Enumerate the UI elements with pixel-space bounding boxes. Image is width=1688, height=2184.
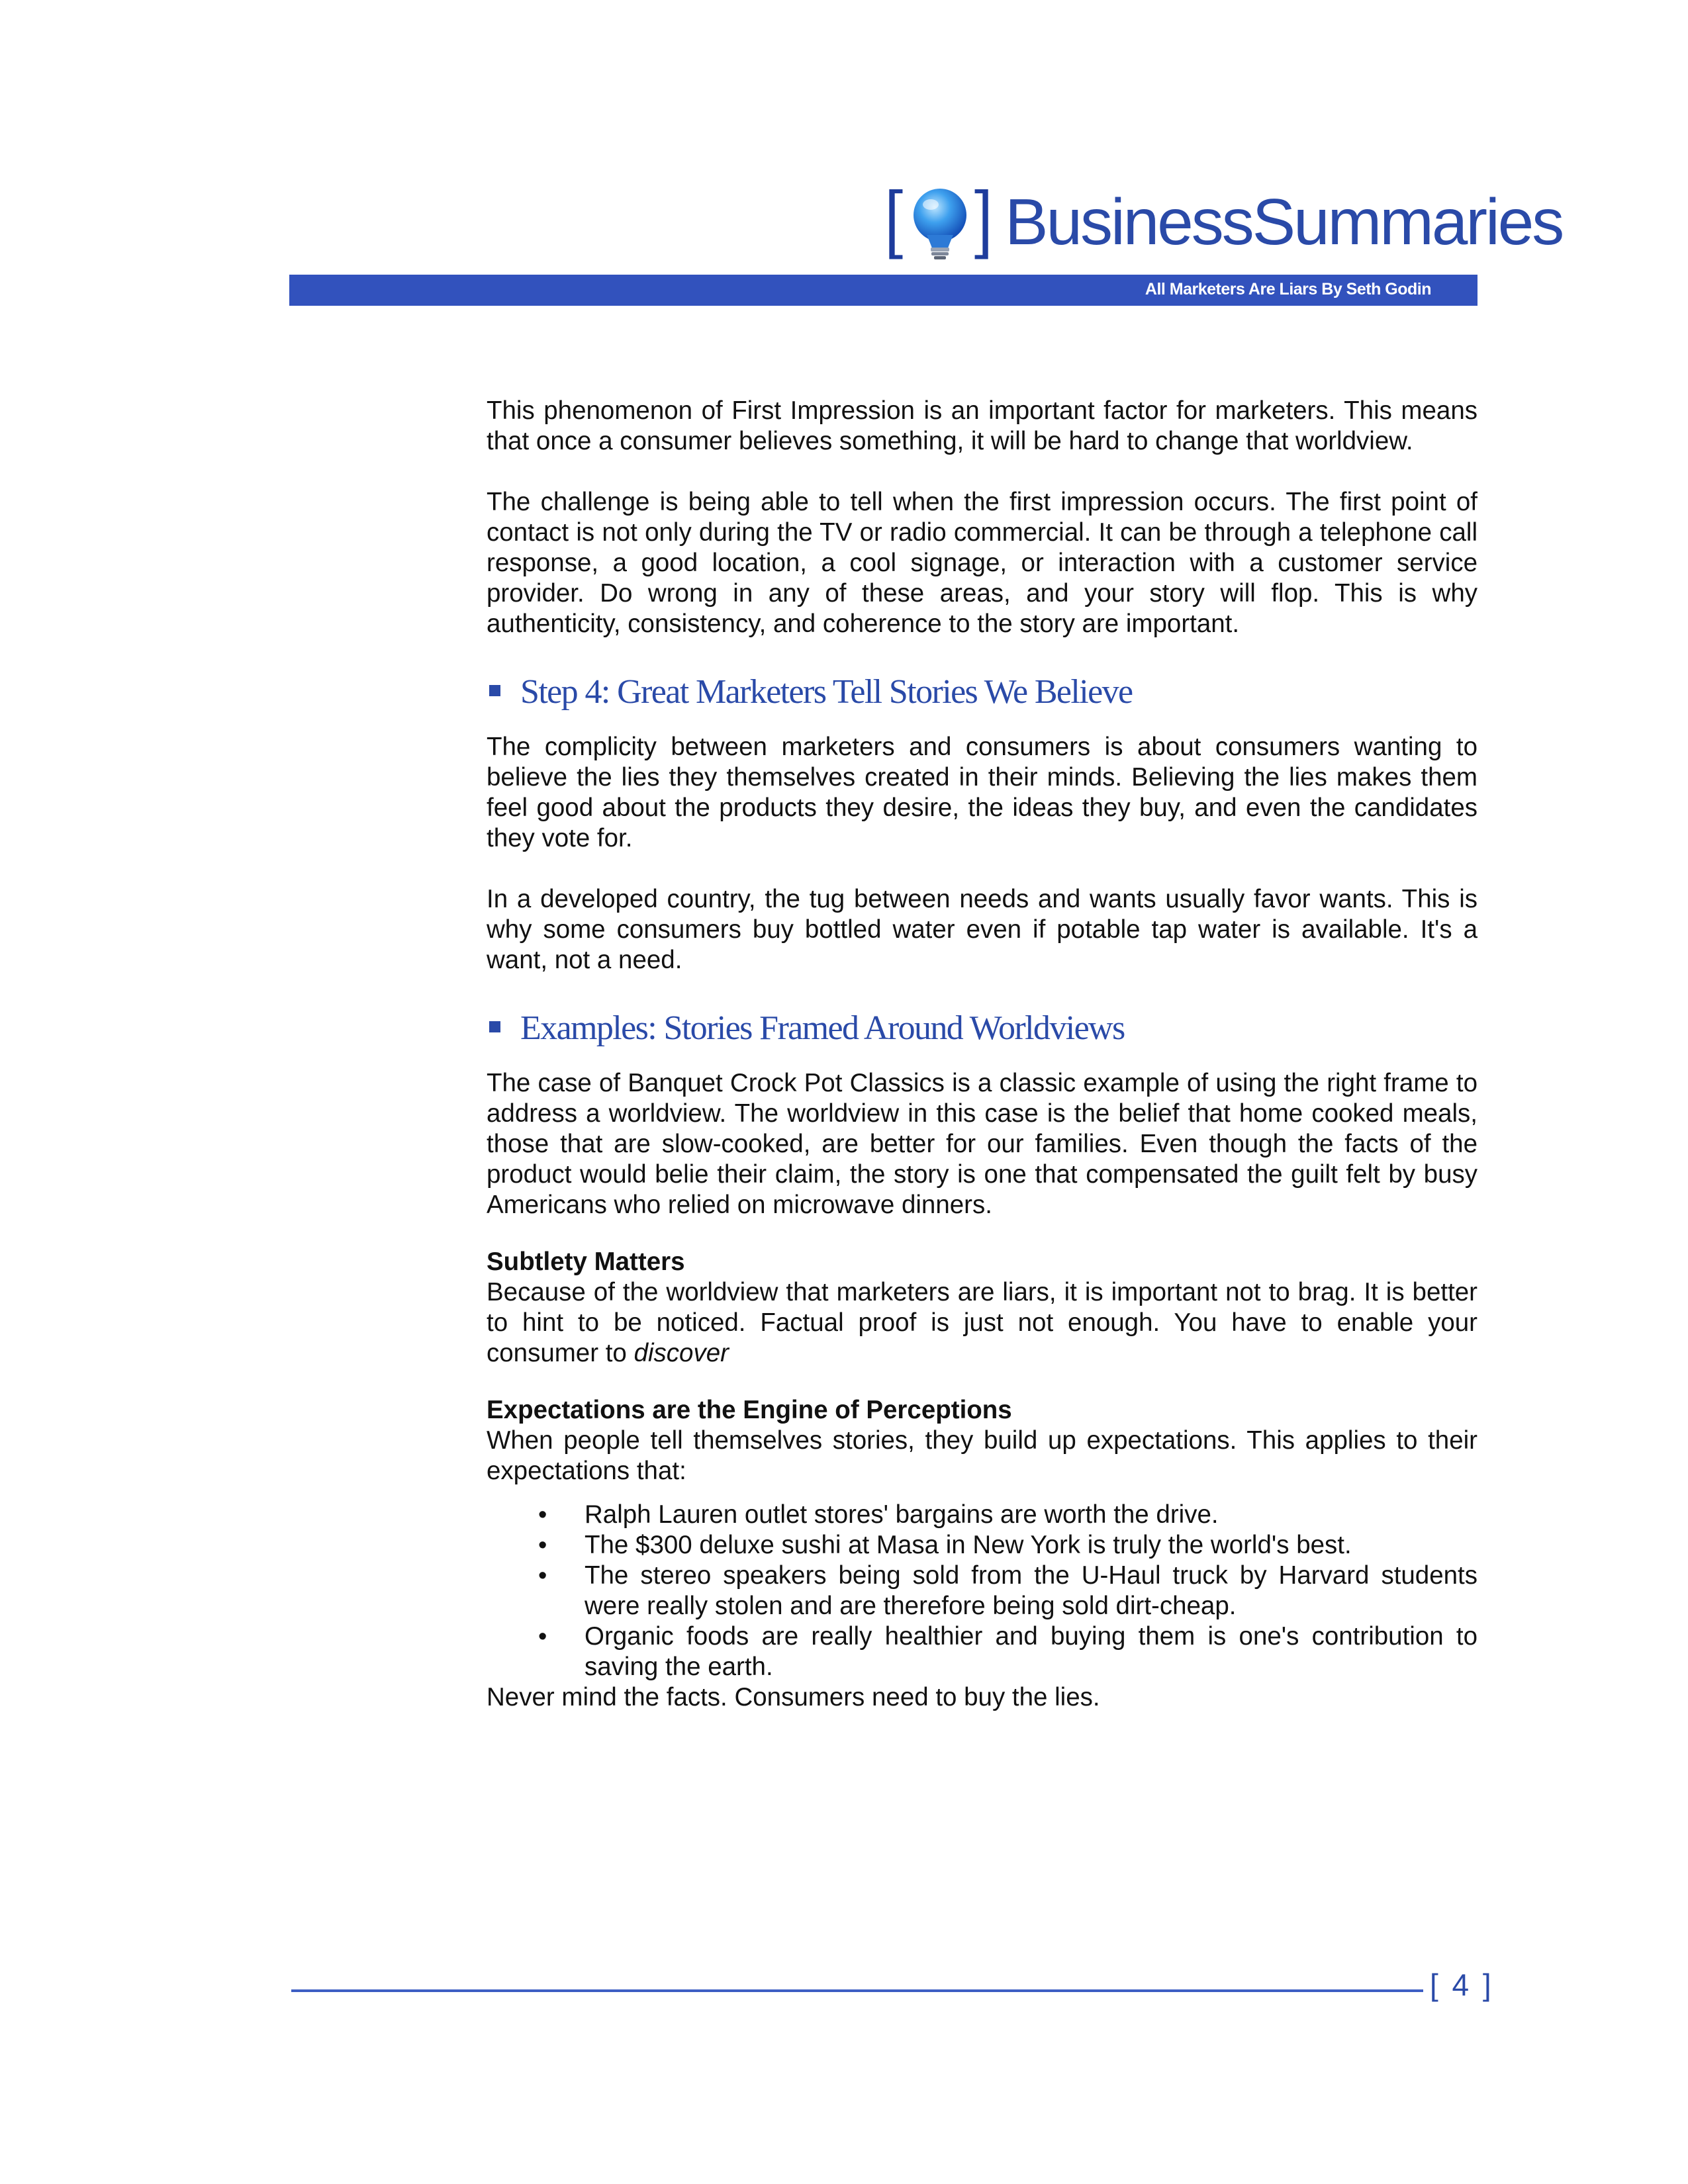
square-bullet-icon: [489, 1021, 500, 1032]
list-item: [487, 1500, 1477, 1530]
list-item-text: Ralph Lauren outlet stores' bargains are worth the drive.: [585, 1500, 1219, 1529]
list-item-text: The stereo speakers being sold from the U-Haul truck by Harvard students were really stolen and are therefore being sold dirt-cheap.: [585, 1561, 1477, 1620]
business-summaries-logo: [880, 175, 1562, 268]
paragraph-first-impression: This phenomenon of First Impression is an important factor for marketers. This means that once a consumer believes something, it will be hard to change that worldview.: [487, 396, 1477, 455]
bullet-dot-icon: •: [538, 1531, 547, 1559]
list-item: [487, 1561, 1477, 1621]
bullet-dot-icon: •: [538, 1623, 547, 1651]
paragraph-expectations: When people tell themselves stories, they build up expectations. This applies to their expectations that:: [487, 1426, 1477, 1485]
list-item-text: Organic foods are really healthier and buying them is one's contribution to saving the earth.: [585, 1622, 1477, 1681]
logo-bracket-close: ]: [970, 176, 994, 267]
paragraph-subtlety: [487, 1277, 1477, 1369]
paragraph-complicity: The complicity between marketers and consumers is about consumers wanting to believe the lies they themselves created in their minds. Believing the lies makes them feel good about the products they desire, the ideas they buy, and even the candidates they vote for.: [487, 733, 1477, 852]
list-item: [487, 1621, 1477, 1682]
expectations-heading: Expectations are the Engine of Perceptions: [487, 1396, 1012, 1424]
expectations-list: [487, 1500, 1477, 1682]
examples-heading-text: Examples: Stories Framed Around Worldviews: [520, 1009, 1125, 1047]
page-number: [ 4 ]: [1430, 1968, 1494, 2002]
subtlety-heading: Subtlety Matters: [487, 1248, 685, 1276]
header-bar: [289, 275, 1477, 306]
main-content: [487, 396, 1477, 1713]
bullet-dot-icon: •: [538, 1562, 547, 1590]
footer-divider: [291, 1989, 1423, 1992]
list-item-text: The $300 deluxe sushi at Masa in New York is truly the world's best.: [585, 1531, 1352, 1559]
paragraph-challenge: The challenge is being able to tell when the first impression occurs. The first point of contact is not only during the TV or radio commercial. It can be through a telephone call response, a good location, a cool signage, or interaction with a customer service provider. Do wrong in any of these areas, and your story will flop. This is why authenticity, consistency, and coherence to the story are important.: [487, 488, 1477, 638]
logo-bracket-open: [: [884, 176, 908, 267]
subtlety-text: Because of the worldview that marketers are liars, it is important not to brag. It is better to hint to be noticed. Factual proof is just not enough. You have to enable your consumer to: [487, 1278, 1477, 1367]
logo-brand-name: BusinessSummaries: [1005, 185, 1563, 258]
closing-line: Never mind the facts. Consumers need to buy the lies.: [487, 1683, 1100, 1711]
book-title: All Marketers Are Liars By Seth Godin: [1145, 280, 1431, 298]
paragraph-banquet: The case of Banquet Crock Pot Classics is a classic example of using the right frame to address a worldview. The worldview in this case is the belief that home cooked meals, those that are slow-cooked, are better for our families. Even though the facts of the product would belie their claim, the story is one that compensated the guilt felt by busy Americans who relied on microwave dinners.: [487, 1069, 1477, 1219]
lightbulb-icon: [907, 183, 970, 260]
bullet-dot-icon: •: [538, 1501, 547, 1529]
square-bullet-icon: [489, 685, 500, 696]
section-heading-step4: [487, 674, 1477, 711]
list-item: [487, 1530, 1477, 1561]
section-heading-examples: [487, 1010, 1477, 1047]
paragraph-developed-country: In a developed country, the tug between needs and wants usually favor wants. This is why some consumers buy bottled water even if potable tap water is available. It's a want, not a need.: [487, 885, 1477, 974]
subtlety-italic: discover: [633, 1339, 729, 1367]
step4-heading-text: Step 4: Great Marketers Tell Stories We Believe: [520, 673, 1133, 711]
